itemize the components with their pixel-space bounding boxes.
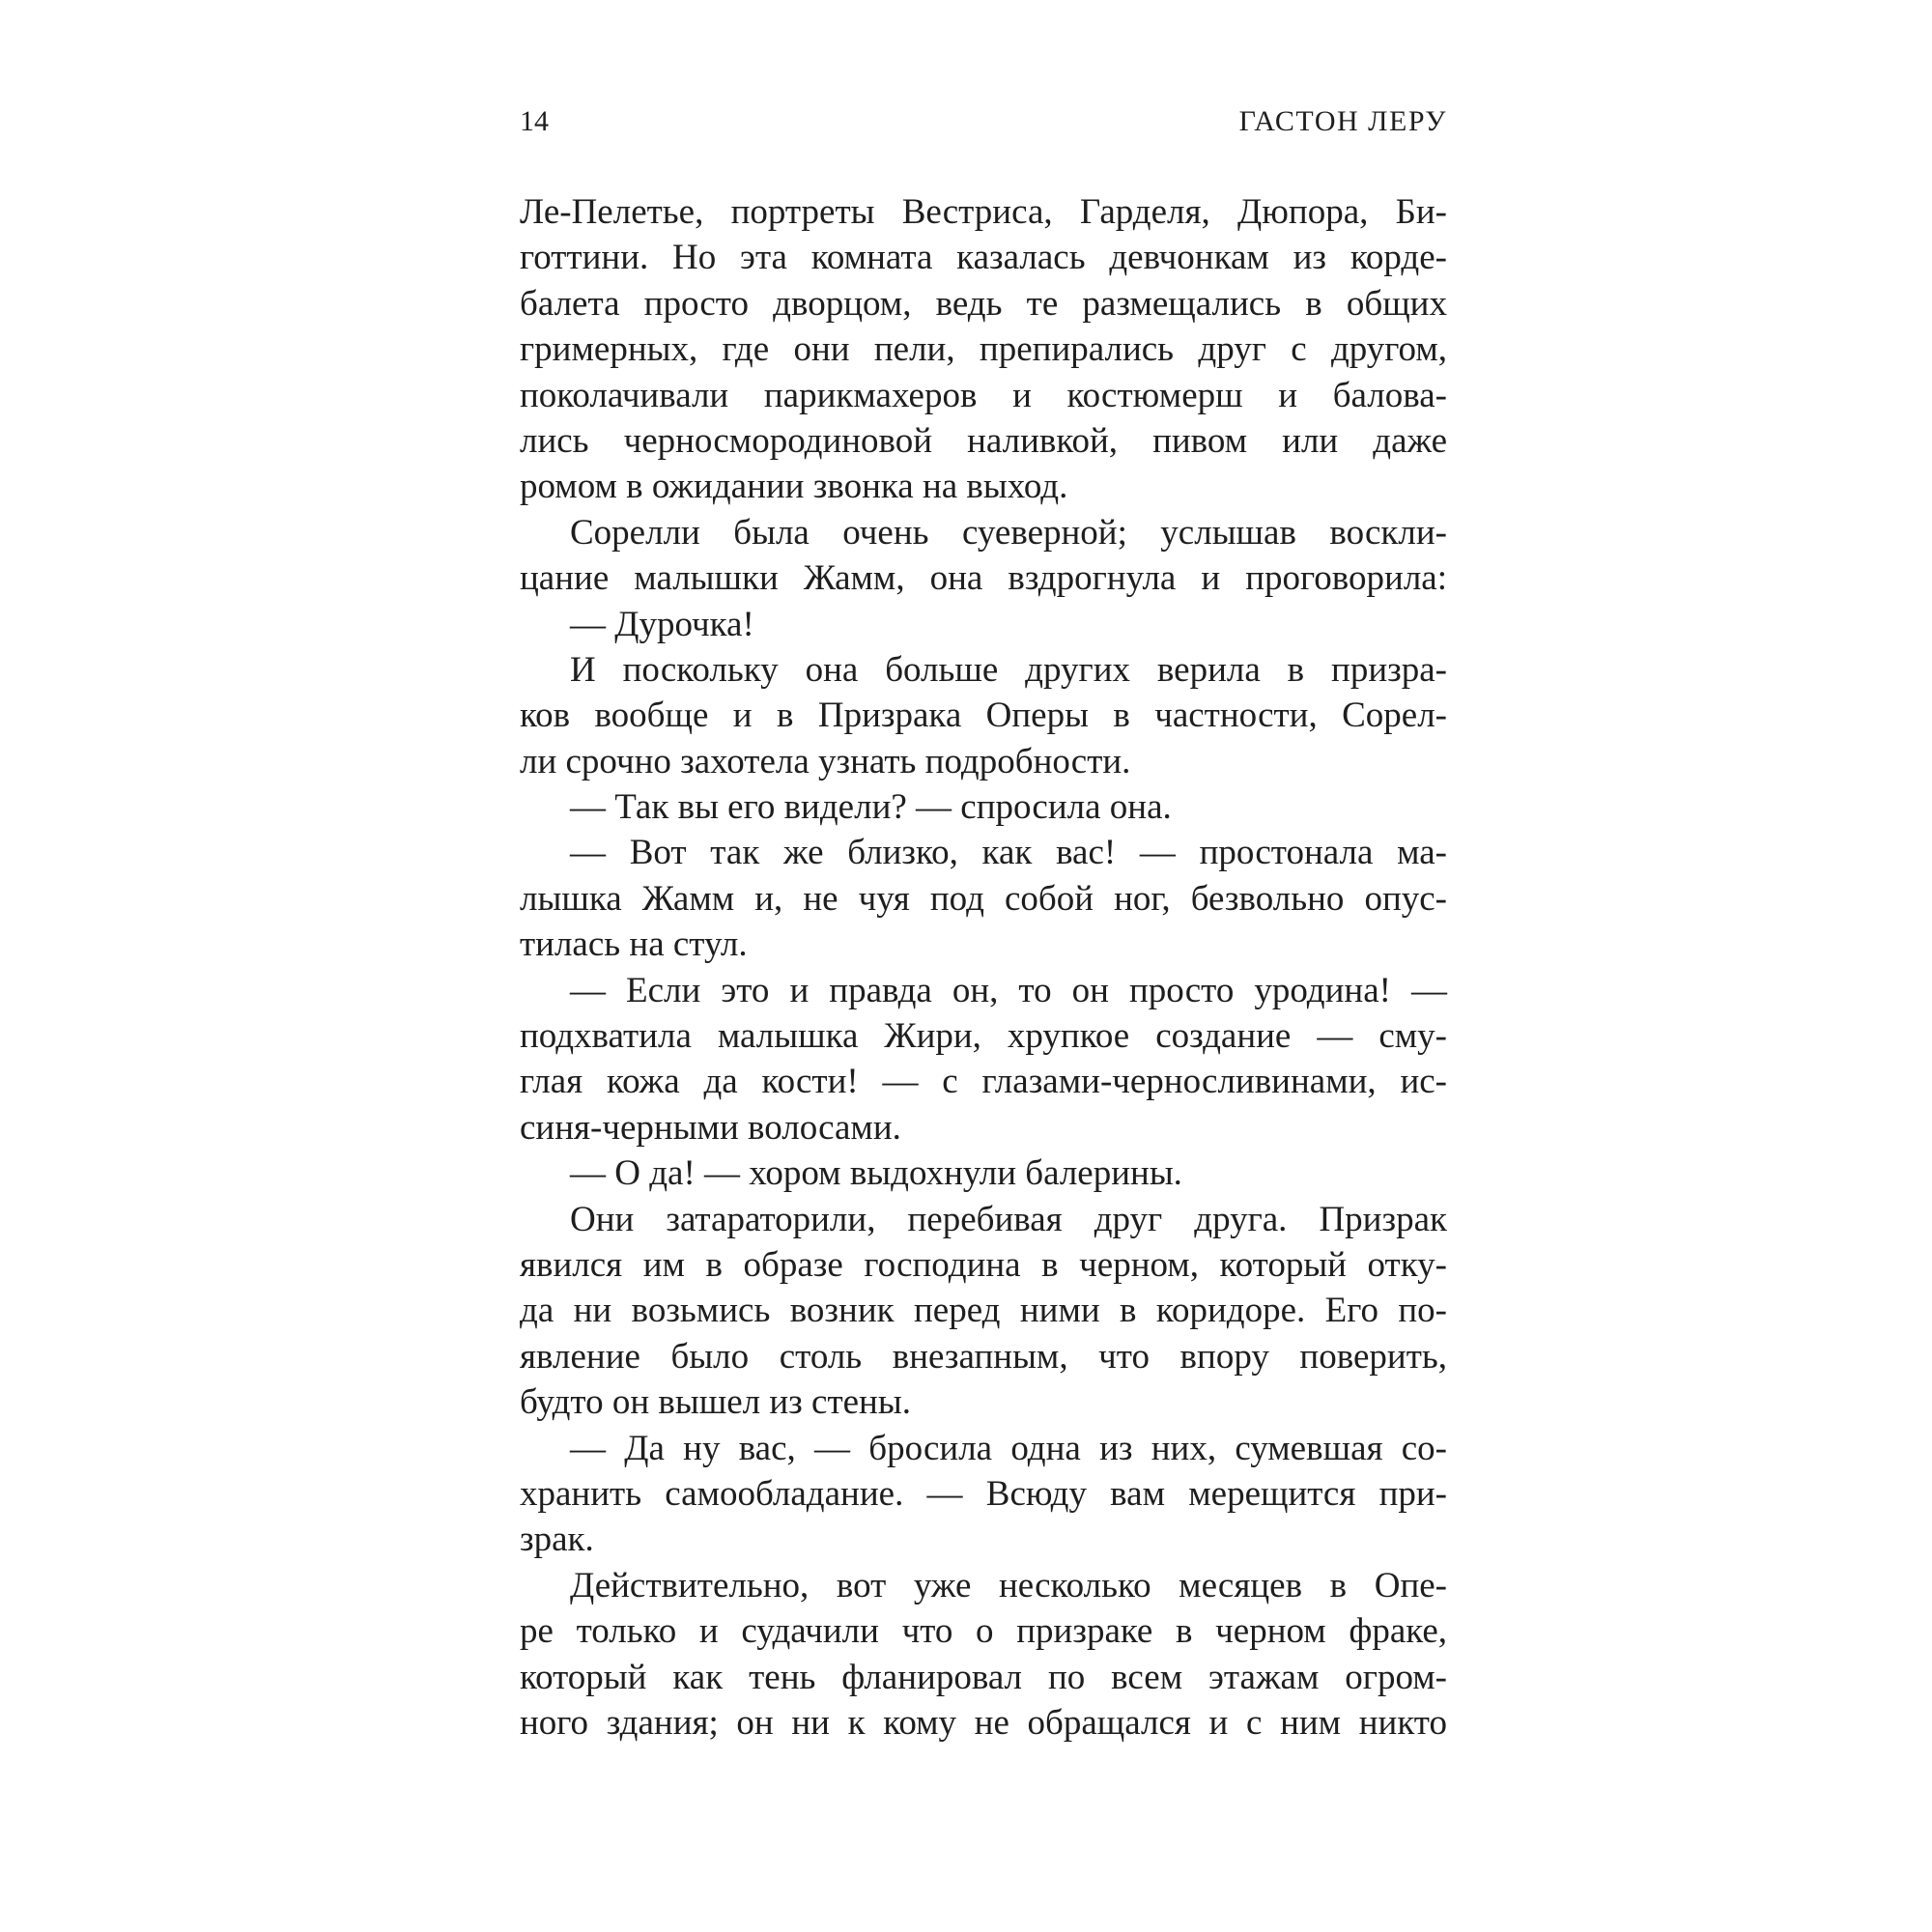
text-line: синя-черными волосами.: [520, 1107, 901, 1148]
text-line: тилась на стул.: [520, 924, 748, 965]
text-line: да ни возьмись возник перед ними в коридоре. Его по-: [520, 1291, 1447, 1331]
text-line: — Да ну вас, — бросила одна из них, сумевшая со-: [570, 1428, 1447, 1468]
body-text: [520, 189, 1447, 1746]
text-line: — Так вы его видели? — спросила она.: [570, 787, 1172, 828]
text-line: цание малышки Жамм, она вздрогнула и проговорила:: [520, 558, 1447, 599]
text-line: Действительно, вот уже несколько месяцев в Опе-: [570, 1565, 1447, 1605]
text-line: зрак.: [520, 1520, 594, 1560]
text-line: поколачивали парикмахеров и костюмерш и балова-: [520, 375, 1447, 415]
text-line: лышка Жамм и, не чуя под собой ног, безвольно опус-: [520, 878, 1447, 919]
text-line: лись черносмородиновой наливкой, пивом или даже: [520, 420, 1447, 461]
text-line: который как тень фланировал по всем этажам огром-: [520, 1657, 1447, 1697]
text-line: глая кожа да кости! — с глазами-черносливинами, ис-: [520, 1062, 1447, 1102]
page-header: [520, 99, 1447, 145]
text-line: хранить самообладание. — Всюду вам мерещится при-: [520, 1473, 1447, 1514]
text-line: Сорелли была очень суеверной; услышав воскли-: [570, 512, 1447, 553]
text-line: ре только и судачили что о призраке в черном фраке,: [520, 1611, 1447, 1652]
text-line: явился им в образе господина в черном, который отку-: [520, 1244, 1447, 1285]
text-line: И поскольку она больше других верила в призра-: [570, 649, 1447, 690]
text-line: будто он вышел из стены.: [520, 1382, 911, 1423]
text-line: — О да! — хором выдохнули балерины.: [570, 1153, 1182, 1194]
page-number: 14: [520, 105, 549, 137]
text-line: балета просто дворцом, ведь те размещались в общих: [520, 283, 1447, 324]
text-line: — Вот так же близко, как вас! — простонала ма-: [570, 833, 1447, 873]
text-line: ного здания; он ни к кому не обращался и с ним никто: [520, 1702, 1447, 1743]
running-head-author: ГАСТОН ЛЕРУ: [1238, 105, 1447, 137]
text-line: Ле-Пелетье, портреты Вестриса, Гарделя, Дюпора, Би-: [520, 192, 1447, 232]
text-line: готтини. Но эта комната казалась девчонкам из корде-: [520, 238, 1447, 278]
text-line: ков вообще и в Призрака Оперы в частности, Сорел-: [520, 696, 1447, 736]
text-line: гримерных, где они пели, препирались друг с другом,: [520, 329, 1447, 370]
text-line: ромом в ожидании звонка на выход.: [520, 467, 1068, 507]
text-line: — Если это и правда он, то он просто уродина! —: [570, 970, 1447, 1010]
text-line: подхватила малышка Жири, хрупкое создание — сму-: [520, 1016, 1447, 1057]
text-line: явление было столь внезапным, что впору поверить,: [520, 1336, 1447, 1377]
text-line: Они затараторили, перебивая друг друга. Призрак: [570, 1199, 1447, 1239]
text-line: ли срочно захотела узнать подробности.: [520, 741, 1131, 781]
text-line: — Дурочка!: [570, 604, 754, 644]
